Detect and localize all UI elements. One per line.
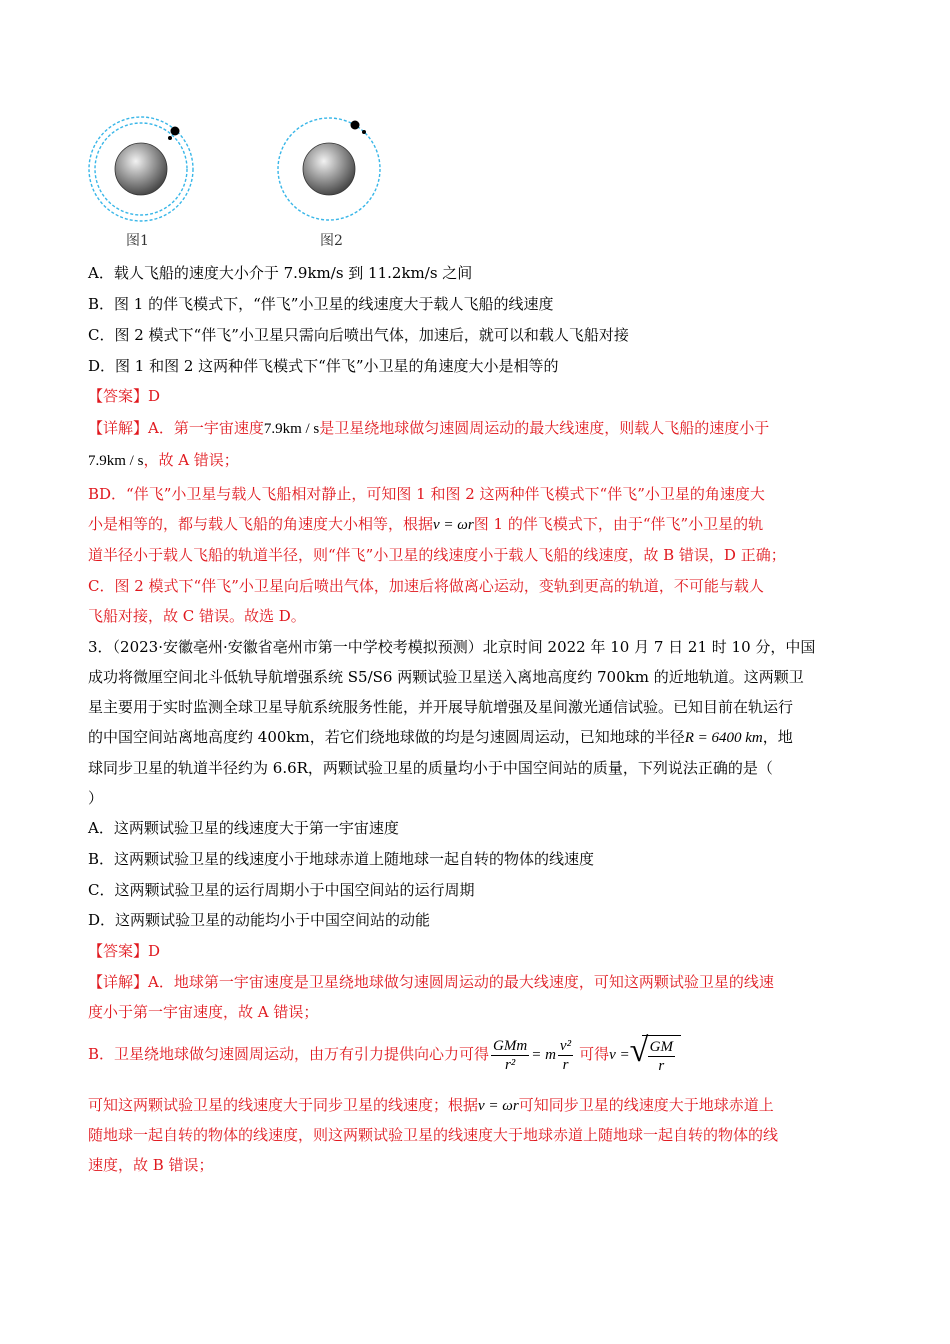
q3-detail-a-line2: 度小于第一宇宙速度，故 A 错误；	[88, 1003, 319, 1021]
q2-detail-a-velocity: 7.9km / s	[263, 421, 320, 437]
q2-detail-a-line2	[88, 450, 868, 471]
q2-detail-c-line1: C．图 2 模式下“伴飞”小卫星向后喷出气体，加速后将做离心运动，变轨到更高的轨道，不可能与载人	[88, 577, 764, 595]
q2-detail-a-velocity-2: 7.9km / s	[88, 453, 144, 469]
q3-stem-line3: 星主要用于实时监测全球卫星导航系统服务性能，并开展导航增强及星间激光通信试验。已知目前在轨运行	[88, 698, 794, 716]
q3-stem-line1: 3．（2023·安徽亳州·安徽省亳州市第一中学校考模拟预测）北京时间 2022 年 10 月 7 日 21 时 10 分，中国	[88, 638, 816, 656]
fraction-denominator: r²	[504, 1057, 516, 1074]
q2-detail-a-line1	[88, 418, 868, 439]
q2-answer: 【答案】D	[88, 387, 161, 405]
q3-detail-b-line3: 随地球一起自转的物体的线速度，则这两颗试验卫星的线速度大于地球赤道上随地球一起自转的物体的线	[88, 1126, 779, 1144]
q2-detail-bd-text1: 小是相等的，都与载人飞船的角速度大小相等，根据	[88, 515, 434, 533]
q2-detail-a-text3: ，故 A 错误；	[143, 451, 239, 469]
q3-gravitation-equation	[489, 1038, 575, 1074]
earth	[303, 143, 355, 195]
q2-detail-a-text1: 【详解】A．第一宇宙速度	[88, 419, 264, 437]
companion-satellite	[362, 130, 366, 134]
fraction-numerator: GMm	[493, 1038, 528, 1055]
v-equals: v =	[609, 1047, 630, 1063]
fraction-gmm-over-r2	[491, 1037, 529, 1074]
q3-option-b: B．这两颗试验卫星的线速度小于地球赤道上随地球一起自转的物体的线速度	[88, 850, 595, 868]
q2-option-a: A．载人飞船的速度大小介于 7.9km/s 到 11.2km/s 之间	[88, 264, 473, 282]
q3-detail-b-line2	[88, 1095, 868, 1116]
q2-detail-bd-text2: 图 1 的伴飞模式下，由于“伴飞”小卫星的轨	[473, 515, 764, 533]
q3-option-c: C．这两颗试验卫星的运行周期小于中国空间站的运行周期	[88, 881, 475, 899]
q2-detail-bd-line3: 道半径小于载人飞船的轨道半径，则“伴飞”小卫星的线速度小于载人飞船的线速度，故 B 错误，D 正确；	[88, 546, 786, 564]
q3-option-a: A．这两颗试验卫星的线速度大于第一宇宙速度	[88, 819, 399, 837]
q3-option-d: D．这两颗试验卫星的动能均小于中国空间站的动能	[88, 911, 431, 929]
fraction-numerator: GM	[649, 1039, 673, 1056]
fraction-denominator: r	[562, 1057, 569, 1074]
q3-detail-b-text2: 可得	[579, 1045, 610, 1063]
velocity-formula	[609, 1032, 681, 1075]
companion-satellite	[168, 136, 172, 140]
fraction-v2-over-r	[558, 1037, 573, 1074]
q3-stem-line6: ）	[88, 789, 104, 807]
square-root	[629, 1032, 681, 1076]
figure-1-diagram	[86, 112, 198, 227]
q3-answer: 【答案】D	[88, 942, 161, 960]
radical-sign-icon: √	[629, 1032, 649, 1070]
q3-stem-line2: 成功将微厘空间北斗低轨导航增强系统 S5/S6 两颗试验卫星送入离地高度约 700km 的近地轨道。这两颗卫	[88, 668, 804, 686]
figure-2-caption: 图2	[320, 233, 343, 249]
spacecraft	[351, 121, 360, 130]
spacecraft	[171, 127, 180, 136]
q2-detail-bd-line2	[88, 514, 868, 535]
q2-detail-bd-formula: v = ωr	[433, 517, 474, 533]
q3-detail-b-text4: 可知同步卫星的线速度大于地球赤道上	[518, 1096, 774, 1114]
fraction-denominator: r	[658, 1058, 665, 1075]
q3-detail-b-text1: B．卫星绕地球做匀速圆周运动，由万有引力提供向心力可得	[88, 1045, 490, 1063]
q3-detail-b-line1	[88, 1034, 868, 1076]
figure-1	[86, 112, 198, 249]
q3-detail-a-line1: 【详解】A．地球第一宇宙速度是卫星绕地球做匀速圆周运动的最大线速度，可知这两颗试验卫星的线速	[88, 973, 774, 991]
q2-option-d: D．图 1 和图 2 这两种伴飞模式下“伴飞”小卫星的角速度大小是相等的	[88, 357, 559, 375]
q3-detail-b-line4: 速度，故 B 错误；	[88, 1156, 214, 1174]
q3-detail-b-text3: 可知这两颗试验卫星的线速度大于同步卫星的线速度；根据	[88, 1096, 479, 1114]
equals-m: = m	[531, 1047, 556, 1063]
q3-stem-text2: ，地	[762, 728, 793, 746]
q3-omega-formula: v = ωr	[478, 1098, 519, 1114]
q2-detail-c-line2: 飞船对接，故 C 错误。故选 D。	[88, 607, 306, 625]
q3-stem-line5: 球同步卫星的轨道半径约为 6.6R，两颗试验卫星的质量均小于中国空间站的质量，下列说法正确的是（	[88, 759, 773, 777]
earth	[115, 143, 167, 195]
figure-2	[276, 112, 388, 249]
q2-option-c: C．图 2 模式下“伴飞”小卫星只需向后喷出气体，加速后，就可以和载人飞船对接	[88, 326, 629, 344]
q2-detail-a-text2: 是卫星绕地球做匀速圆周运动的最大线速度，则载人飞船的速度小于	[319, 419, 770, 437]
q3-radius-formula: R = 6400 km	[684, 730, 763, 746]
orbit-figures	[86, 112, 406, 252]
q2-option-b: B．图 1 的伴飞模式下，“伴飞”小卫星的线速度大于载人飞船的线速度	[88, 295, 554, 313]
q3-stem-line4	[88, 727, 868, 748]
q3-stem-text: 的中国空间站离地高度约 400km，若它们绕地球做的均是匀速圆周运动，已知地球的半径	[88, 728, 685, 746]
figure-1-caption: 图1	[126, 233, 149, 249]
figure-2-diagram	[276, 112, 388, 227]
fraction-gm-over-r	[648, 1038, 675, 1075]
fraction-numerator: v²	[559, 1038, 572, 1055]
q2-detail-bd-line1: BD．“伴飞”小卫星与载人飞船相对静止，可知图 1 和图 2 这两种伴飞模式下“伴飞”小卫星的角速度大	[88, 485, 765, 503]
